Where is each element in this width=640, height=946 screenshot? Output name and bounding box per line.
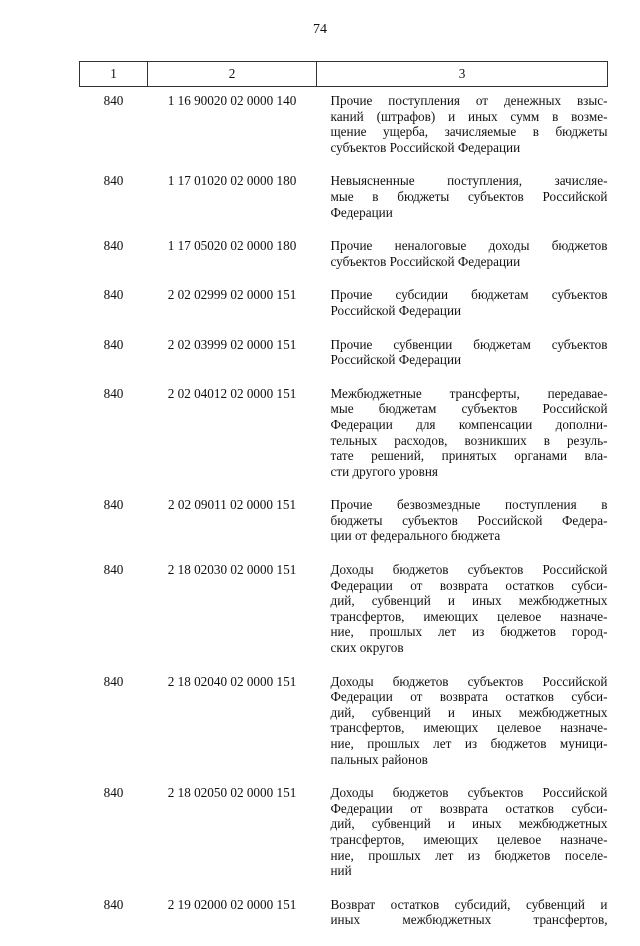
description-line: Прочие субсидии бюджетам субъектов: [330, 287, 608, 303]
revenue-description: [317, 287, 608, 336]
description-line: сти другого уровня: [330, 463, 438, 479]
budget-classification-code: 2 02 02999 02 0000 151: [167, 287, 297, 303]
administrator-code: 840: [103, 673, 124, 689]
table-row: [80, 785, 608, 897]
budget-classification-code: 1 17 05020 02 0000 180: [167, 238, 297, 254]
description-line: Прочие неналоговые доходы бюджетов: [330, 238, 608, 254]
revenue-description: [317, 87, 608, 174]
description-line: ние, прошлых лет из бюджетов муници-: [330, 736, 608, 751]
administrator-code: 840: [103, 785, 124, 801]
table-row: [80, 497, 608, 562]
column-header-1: 1: [80, 62, 148, 87]
description-line: Прочие безвозмездные поступления в: [330, 497, 608, 513]
budget-classification-code: 2 19 02000 02 0000 151: [167, 896, 297, 912]
description-line: дий, субвенций и иных межбюджетных: [330, 816, 608, 832]
description-line: тате решений, принятых органами вла-: [330, 448, 608, 464]
revenue-description: [317, 386, 608, 498]
revenue-description: [317, 674, 608, 786]
administrator-code: 840: [103, 336, 124, 352]
revenue-description: [317, 173, 608, 238]
administrator-code: 840: [103, 896, 124, 912]
budget-classification-code: 2 18 02030 02 0000 151: [167, 562, 297, 578]
description-line: ских округов: [330, 640, 404, 656]
description-line: ние, прошлых лет из бюджетов поселе-: [330, 847, 608, 863]
description-line: бюджеты субъектов Российской Федера-: [330, 512, 608, 528]
description-line: Прочие субвенции бюджетам субъектов: [330, 336, 608, 352]
description-line: Доходы бюджетов субъектов Российской: [330, 673, 608, 689]
description-line: тельных расходов, возникших в резуль-: [330, 432, 608, 448]
table-row: [80, 337, 608, 386]
revenue-description: [317, 337, 608, 386]
table-body: [80, 87, 608, 946]
description-line: каний (штрафов) и иных сумм в возме-: [330, 108, 608, 124]
description-line: трансфертов, имеющих целевое назначе-: [330, 831, 608, 847]
revenue-description: [317, 897, 608, 946]
budget-classification-code: 2 02 04012 02 0000 151: [167, 385, 297, 401]
description-line: Прочие поступления от денежных взыс-: [330, 93, 608, 108]
revenue-codes-table: [79, 61, 608, 946]
description-line: Федерации от возврата остатков субси-: [330, 689, 608, 705]
description-line: ние, прошлых лет из бюджетов город-: [330, 624, 608, 640]
page-number: 74: [313, 22, 327, 37]
description-line: трансфертов, имеющих целевое назначе-: [330, 720, 608, 736]
budget-classification-code: 2 18 02040 02 0000 151: [167, 673, 297, 689]
budget-classification-code: 2 02 03999 02 0000 151: [167, 336, 297, 352]
budget-classification-code: 1 17 01020 02 0000 180: [167, 173, 297, 189]
description-line: пальных районов: [330, 751, 428, 767]
administrator-code: 840: [103, 497, 124, 513]
description-line: мые в бюджеты субъектов Российской: [330, 188, 608, 204]
revenue-description: [317, 562, 608, 674]
table-row: [80, 173, 608, 238]
table-row: [80, 287, 608, 336]
table-row: [80, 897, 608, 946]
table-row: [80, 386, 608, 498]
budget-classification-code: 2 18 02050 02 0000 151: [167, 785, 297, 801]
description-line: щение ущерба, зачисляемые в бюджеты: [330, 124, 608, 140]
description-line: Российской Федерации: [330, 302, 462, 318]
description-line: Невыясненные поступления, зачисляе-: [330, 173, 608, 189]
description-line: мые бюджетам субъектов Российской: [330, 401, 608, 417]
table-header-row: [80, 62, 608, 87]
revenue-description: [317, 785, 608, 897]
description-line: субъектов Российской Федерации: [330, 139, 521, 155]
description-line: дий, субвенций и иных межбюджетных: [330, 704, 608, 720]
description-line: субъектов Российской Федерации: [330, 253, 521, 269]
description-line: Федерации: [330, 204, 393, 220]
administrator-code: 840: [103, 385, 124, 401]
administrator-code: 840: [103, 173, 124, 189]
table-row: [80, 87, 608, 174]
table-row: [80, 562, 608, 674]
revenue-description: [317, 497, 608, 562]
description-line: Доходы бюджетов субъектов Российской: [330, 562, 608, 578]
description-line: Федерации для компенсации дополни-: [330, 416, 608, 432]
budget-classification-code: 1 16 90020 02 0000 140: [167, 93, 297, 108]
description-line: иных межбюджетных трансфертов,: [330, 912, 608, 928]
table-row: [80, 238, 608, 287]
administrator-code: 840: [103, 287, 124, 303]
description-line: Федерации от возврата остатков субси-: [330, 800, 608, 816]
description-line: ний: [330, 863, 352, 879]
administrator-code: 840: [103, 93, 124, 108]
description-line: Российской Федерации: [330, 352, 462, 368]
description-line: Доходы бюджетов субъектов Российской: [330, 785, 608, 801]
column-header-2: 2: [148, 62, 317, 87]
description-line: Возврат остатков субсидий, субвенций и: [330, 896, 608, 912]
description-line: трансфертов, имеющих целевое назначе-: [330, 608, 608, 624]
description-line: дий, субвенций и иных межбюджетных: [330, 593, 608, 609]
description-line: Федерации от возврата остатков субси-: [330, 577, 608, 593]
administrator-code: 840: [103, 562, 124, 578]
description-line: Межбюджетные трансферты, передавае-: [330, 385, 608, 401]
administrator-code: 840: [103, 238, 124, 254]
description-line: ции от федерального бюджета: [330, 528, 501, 544]
table-row: [80, 674, 608, 786]
budget-classification-code: 2 02 09011 02 0000 151: [167, 497, 297, 513]
column-header-3: 3: [317, 62, 608, 87]
revenue-description: [317, 238, 608, 287]
